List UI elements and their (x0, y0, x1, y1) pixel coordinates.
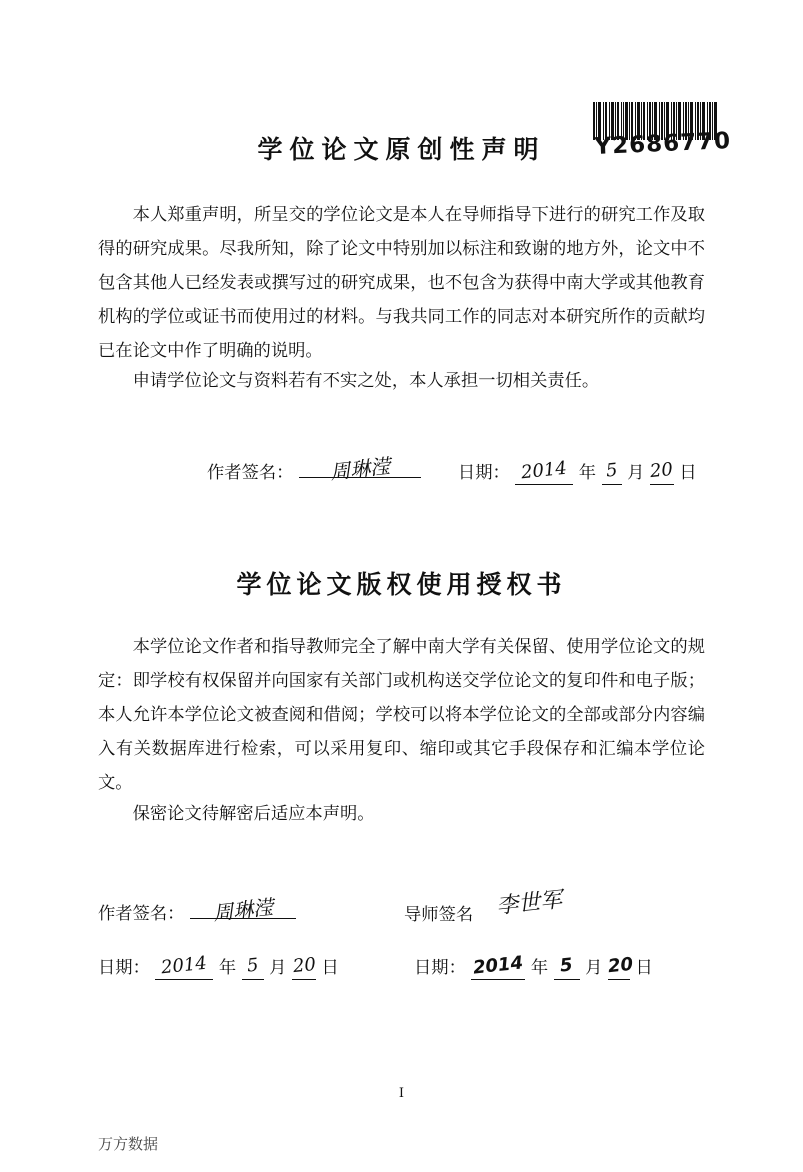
watermark: 万方数据 (98, 1135, 159, 1153)
auth-author-date-label: 日期： (98, 958, 150, 978)
advisor-month-unit: 月 (585, 958, 603, 978)
auth-author-date-row (98, 953, 339, 980)
advisor-month: 5 (559, 954, 574, 977)
authorization-paragraph-2: 保密论文待解密后适应本声明。 (132, 804, 375, 824)
advisor-year-unit: 年 (530, 958, 549, 978)
auth-author-year: 2014 (160, 952, 209, 979)
declaration-paragraph-1: 本人郑重声明，所呈交的学位论文是本人在导师指导下进行的研究工作及取得的研究成果。尽我所知，除了论文中特别加以标注和致谢的地方外，论文中不包含其他人已经发表或撰写过的研究成果，也不包含为获得中南大学或其他教育机构的学位或证书而使用过的材料。与我共同工作的同志对本研究所作的贡献均已在论文中作了明确的说明。 (98, 205, 705, 361)
auth-author-day-unit: 日 (321, 958, 339, 978)
authorization-paragraph-1: 本学位论文作者和指导教师完全了解中南大学有关保留、使用学位论文的规定：即学校有权保留并向国家有关部门或机构送交学位论文的复印件和电子版；本人允许本学位论文被查阅和借阅；学校可以将本学位论文的全部或部分内容编入有关数据库进行检索，可以采用复印、缩印或其它手段保存和汇编本学位论文。 (98, 637, 705, 793)
declaration-paragraph-2: 申请学位论文与资料若有不实之处，本人承担一切相关责任。 (132, 371, 600, 391)
day-unit: 日 (679, 463, 697, 483)
date-day: 20 (649, 458, 675, 483)
auth-author-signature: 周琳滢 (211, 894, 275, 926)
advisor-signature: 李世军 (494, 887, 563, 920)
advisor-label: 导师签名 (404, 905, 474, 925)
advisor-signature-row (404, 887, 579, 925)
author-signature-field (299, 453, 421, 485)
date-label: 日期： (457, 463, 510, 483)
date-year: 2014 (520, 457, 569, 484)
auth-author-month-unit: 月 (269, 958, 287, 978)
page-number: I (398, 1086, 405, 1101)
auth-author-signature-row (98, 896, 296, 924)
advisor-date-label: 日期： (414, 958, 466, 978)
authorization-title: 学位论文版权使用授权书 (236, 570, 567, 599)
advisor-day: 20 (606, 953, 635, 978)
auth-author-day: 20 (291, 953, 317, 978)
author-signature-label: 作者签名： (207, 463, 294, 483)
declaration-title: 学位论文原创性声明 (257, 135, 546, 164)
date-month: 5 (604, 459, 619, 482)
declaration-signature-row (207, 455, 697, 485)
advisor-date-row (414, 953, 653, 980)
author-signature: 周琳滢 (328, 453, 392, 485)
auth-author-label: 作者签名： (98, 904, 185, 924)
month-unit: 月 (627, 463, 645, 483)
auth-author-month: 5 (245, 954, 260, 977)
year-unit: 年 (578, 463, 597, 483)
advisor-year: 2014 (472, 952, 525, 979)
auth-author-year-unit: 年 (218, 958, 237, 978)
advisor-day-unit: 日 (635, 958, 653, 978)
barcode-number: Y2686770 (594, 128, 732, 160)
